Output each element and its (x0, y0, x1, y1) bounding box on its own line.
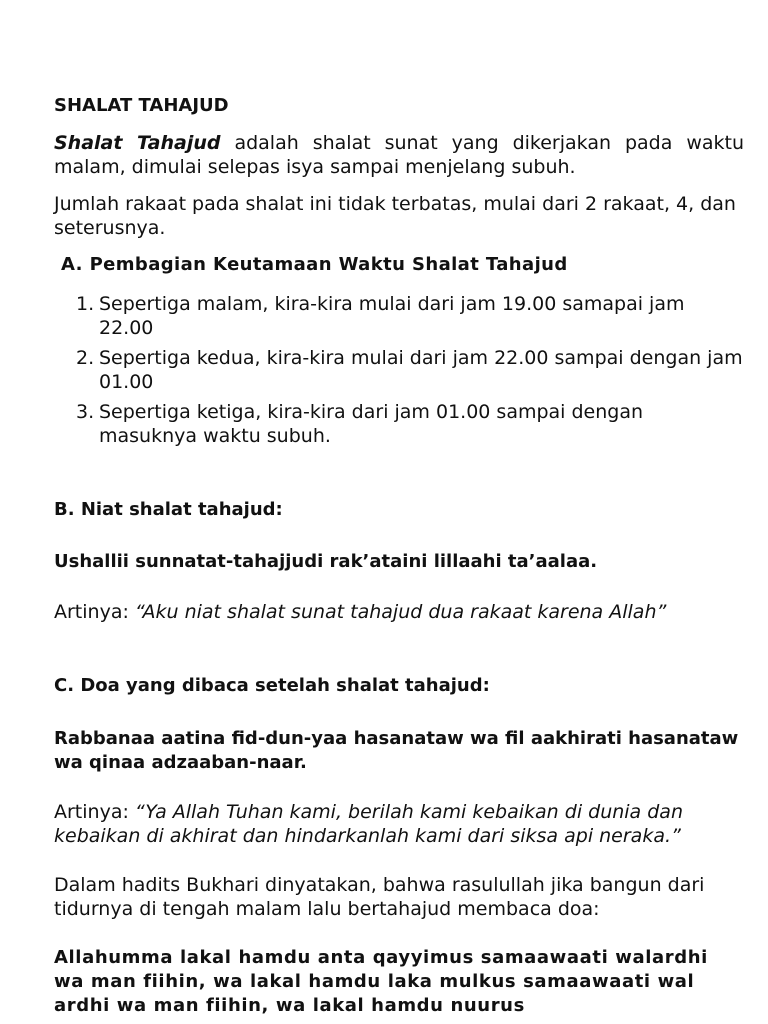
list-item-text: Sepertiga ketiga, kira-kira dari jam 01.00 sampai dengan masuknya waktu subuh. (99, 401, 644, 447)
list-item-number: 3. (76, 401, 95, 423)
list-item (76, 400, 744, 448)
list-item-text: Sepertiga kedua, kira-kira mulai dari jam 22.00 sampai dengan jam 01.00 (99, 347, 743, 393)
hadits-paragraph: Dalam hadits Bukhari dinyatakan, bahwa rasulullah jika bangun dari tidurnya di tengah malam lalu bertahajud membaca doa: (54, 874, 705, 920)
list-item (76, 292, 744, 340)
artinya-text: “Ya Allah Tuhan kami, berilah kami kebaikan di dunia dan kebaikan di akhirat dan hindarkanlah kami dari siksa api neraka.” (54, 801, 683, 847)
list-item-number: 2. (76, 347, 95, 369)
artinya-label: Artinya: (54, 601, 135, 623)
allahumma-doa: Allahumma lakal hamdu anta qayyimus samaawaati walardhi wa man fiihin, wa lakal hamdu laka mulkus samaawaati wal ardhi wa man fiihin, wa lakal hamdu nuurus (54, 947, 708, 1016)
doa-meaning (54, 800, 744, 848)
intro-paragraph (54, 131, 744, 179)
list-item-number: 1. (76, 293, 95, 315)
intro-term: Shalat Tahajud (54, 132, 221, 154)
document-title: SHALAT TAHAJUD (54, 95, 229, 116)
section-c-heading: C. Doa yang dibaca setelah shalat tahajud: (54, 675, 490, 696)
artinya-text: “Aku niat shalat sunat tahajud dua rakaat karena Allah” (134, 601, 667, 623)
artinya-label: Artinya: (54, 801, 135, 823)
list-item-text: Sepertiga malam, kira-kira mulai dari jam 19.00 samapai jam 22.00 (99, 293, 685, 339)
intro-text: adalah shalat sunat yang dikerjakan pada waktu malam, dimulai selepas isya sampai menjelang subuh. (54, 132, 745, 178)
section-a-heading: A. Pembagian Keutamaan Waktu Shalat Tahajud (61, 254, 568, 275)
niat-text: Ushallii sunnatat-tahajjudi rak’ataini lillaahi ta’aalaa. (54, 551, 598, 572)
doa-text: Rabbanaa aatina fid-dun-yaa hasanataw wa fil aakhirati hasanataw wa qinaa adzaaban-naar. (54, 728, 739, 773)
niat-meaning (54, 600, 744, 624)
document-page (54, 94, 744, 1018)
time-division-list (54, 292, 744, 448)
rakaat-paragraph: Jumlah rakaat pada shalat ini tidak terbatas, mulai dari 2 rakaat, 4, dan seterusnya. (54, 193, 736, 239)
section-b-heading: B. Niat shalat tahajud: (54, 499, 283, 520)
list-item (76, 346, 744, 394)
